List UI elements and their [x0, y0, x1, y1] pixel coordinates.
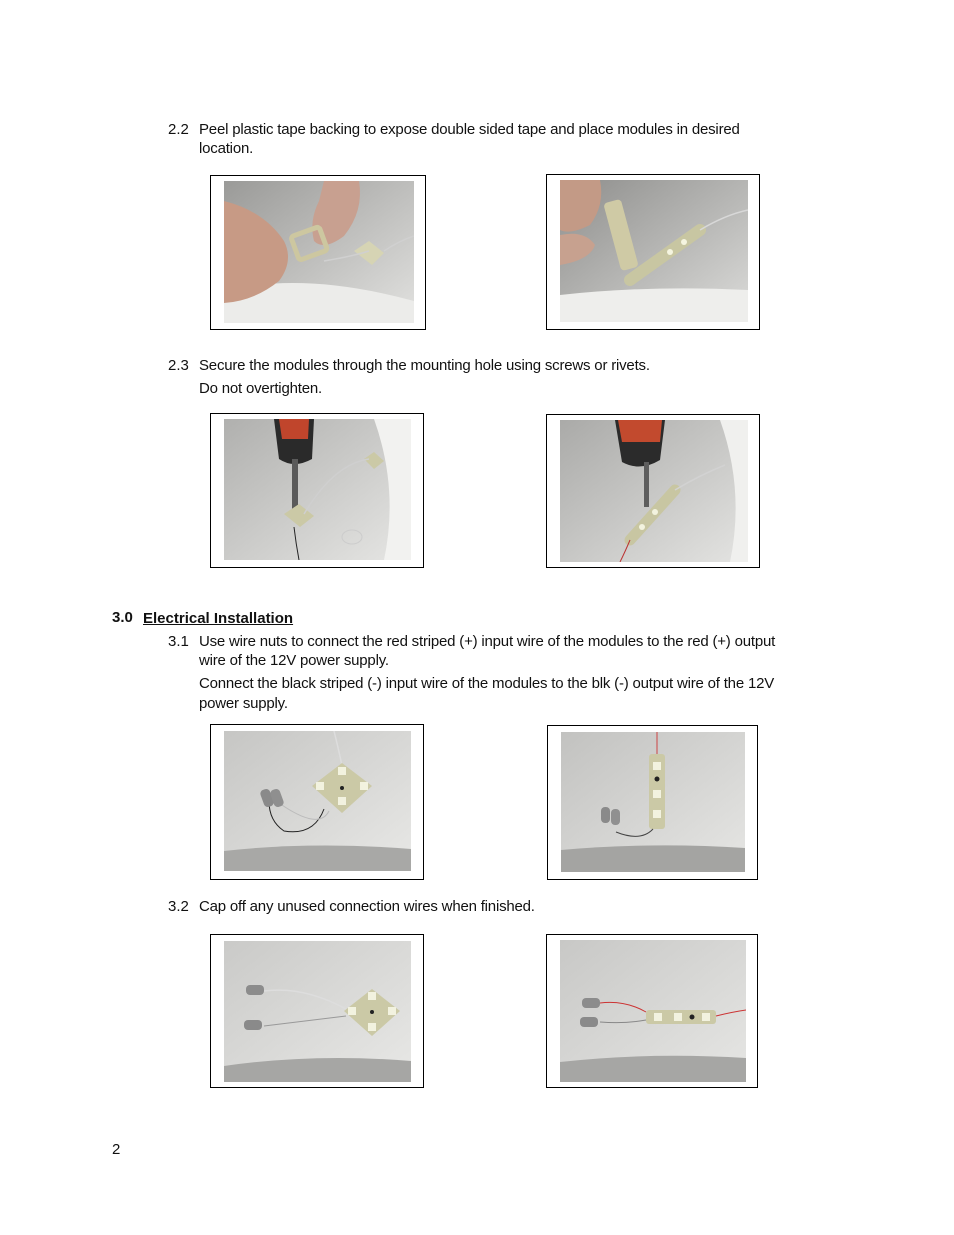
step-text-line: Do not overtighten.: [199, 380, 322, 397]
section-title: Electrical Installation: [143, 610, 294, 627]
step-text-line: Use wire nuts to connect the red striped (+) input wire of the modules to the red (+) output: [199, 633, 776, 650]
page-number: 2: [112, 1141, 121, 1158]
photo-wire-nuts-linear-module: [561, 732, 745, 872]
photo-peel-tape-square-module: [224, 181, 414, 323]
photo-drill-linear-module: [560, 420, 748, 562]
photo-drill-square-module: [224, 419, 411, 560]
section-number: 3.0: [112, 609, 133, 626]
step-number: 2.3: [168, 357, 189, 374]
step-text-line: power supply.: [199, 695, 288, 712]
step-text-line: Peel plastic tape backing to expose double sided tape and place modules in desired: [199, 121, 740, 138]
photo-peel-tape-linear-module: [560, 180, 748, 322]
step-number: 3.1: [168, 633, 189, 650]
photo-wire-nuts-square-module: [224, 731, 411, 871]
step-text-line: Connect the black striped (-) input wire of the modules to the blk (-) output wire of the 12V: [199, 675, 775, 692]
step-number: 2.2: [168, 121, 189, 138]
photo-capped-wires-linear-module: [560, 940, 746, 1082]
step-text-line: Secure the modules through the mounting hole using screws or rivets.: [199, 357, 650, 374]
step-number: 3.2: [168, 898, 189, 915]
step-text-line: location.: [199, 140, 254, 157]
step-text-line: wire of the 12V power supply.: [199, 652, 389, 669]
step-text-line: Cap off any unused connection wires when finished.: [199, 898, 535, 915]
photo-capped-wires-square-module: [224, 941, 411, 1082]
